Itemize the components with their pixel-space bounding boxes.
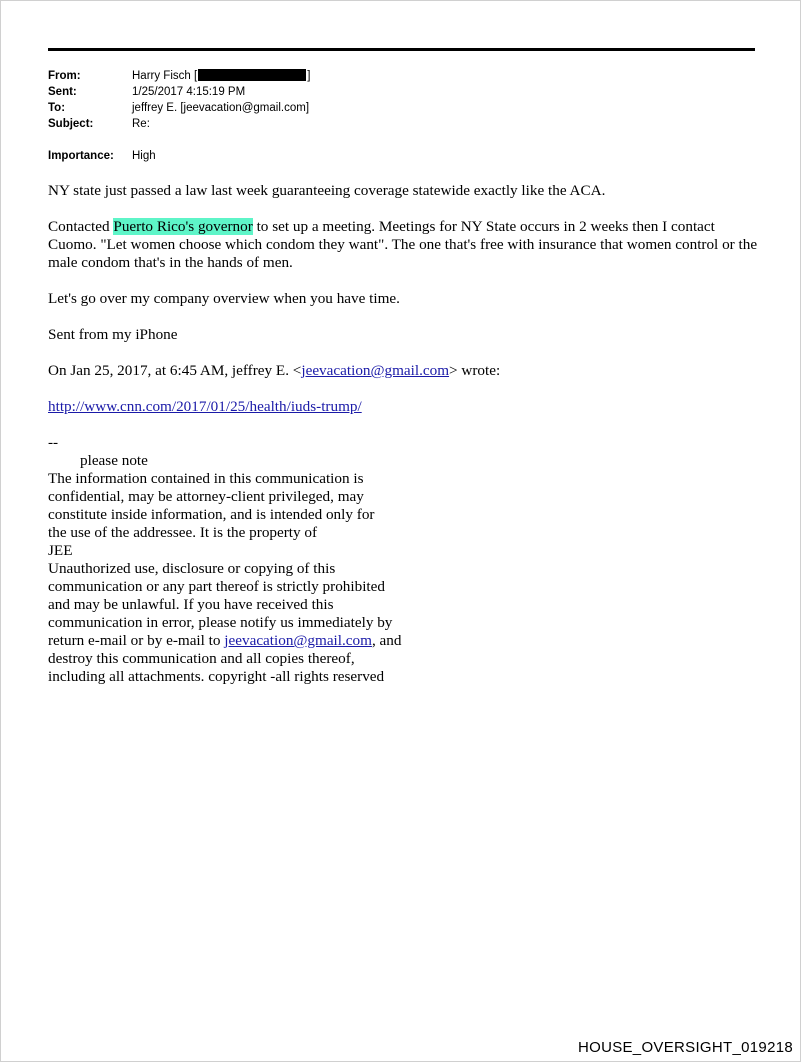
from-row [48, 68, 310, 84]
disclaimer-line: and may be unlawful. If you have received this [48, 596, 334, 613]
highlighted-text: Puerto Rico's governor [113, 218, 253, 235]
redaction-box [198, 69, 306, 81]
disclaimer-line: including all attachments. copyright -all rights reserved [48, 668, 385, 685]
to-row [48, 100, 310, 116]
body-paragraph-3: Let's go over my company overview when you have time. [48, 290, 400, 307]
disclaimer-line: JEE [48, 542, 73, 559]
disclaimer-line: the use of the addressee. It is the property of [48, 524, 318, 541]
subject-row [48, 116, 310, 132]
importance-label: Importance: [48, 150, 114, 162]
body-paragraph-1: NY state just passed a law last week guaranteeing coverage statewide exactly like the ACA. [48, 182, 606, 199]
bates-number: HOUSE_OVERSIGHT_019218 [577, 1039, 793, 1056]
disclaimer-line: return e-mail or by e-mail to jeevacation@gmail.com, and [48, 632, 402, 649]
article-link-paragraph [48, 398, 758, 416]
disclaimer-line: destroy this communication and all copies thereof, [48, 650, 355, 667]
disclaimer-line: Unauthorized use, disclosure or copying of this [48, 560, 336, 577]
disclaimer-email-link[interactable]: jeevacation@gmail.com [224, 632, 372, 649]
sent-label: Sent: [48, 86, 77, 98]
from-value: Harry Fisch [ ] [132, 70, 311, 82]
header-rule [48, 48, 755, 51]
email-body [48, 182, 758, 686]
disclaimer-line: communication or any part thereof is strictly prohibited [48, 578, 385, 595]
article-link[interactable]: http://www.cnn.com/2017/01/25/health/iuds-trump/ [48, 398, 362, 415]
disclaimer-dashes: -- [48, 434, 59, 451]
importance-value: High [132, 150, 156, 162]
email-link[interactable]: jeevacation@gmail.com [301, 362, 450, 379]
email-header [48, 68, 310, 132]
disclaimer-line: communication in error, please notify us immediately by [48, 614, 393, 631]
subject-value: Re: [132, 118, 150, 130]
disclaimer-line: confidential, may be attorney-client privileged, may [48, 488, 364, 505]
body-paragraph-2: Contacted Puerto Rico's governor to set up a meeting. Meetings for NY State occurs in 2 weeks then I contact Cuomo. "Let women choose which condom they want". The one that's free with insurance that women control or the male condom that's in the hands of men. [48, 218, 758, 271]
importance-row [48, 148, 156, 164]
to-label: To: [48, 102, 66, 114]
disclaimer-line: The information contained in this communication is [48, 470, 364, 487]
sent-row [48, 84, 310, 100]
from-name: Harry Fisch [132, 70, 191, 82]
quote-intro: On Jan 25, 2017, at 6:45 AM, jeffrey E. <jeevacation@gmail.com> wrote: [48, 362, 501, 379]
subject-label: Subject: [48, 118, 94, 130]
disclaimer-please-note: please note [80, 452, 148, 469]
disclaimer-line: constitute inside information, and is intended only for [48, 506, 375, 523]
from-label: From: [48, 70, 81, 82]
to-value: jeffrey E. [jeevacation@gmail.com] [132, 102, 310, 114]
disclaimer [48, 434, 468, 686]
sent-value: 1/25/2017 4:15:19 PM [132, 86, 246, 98]
signature-line: Sent from my iPhone [48, 326, 178, 343]
